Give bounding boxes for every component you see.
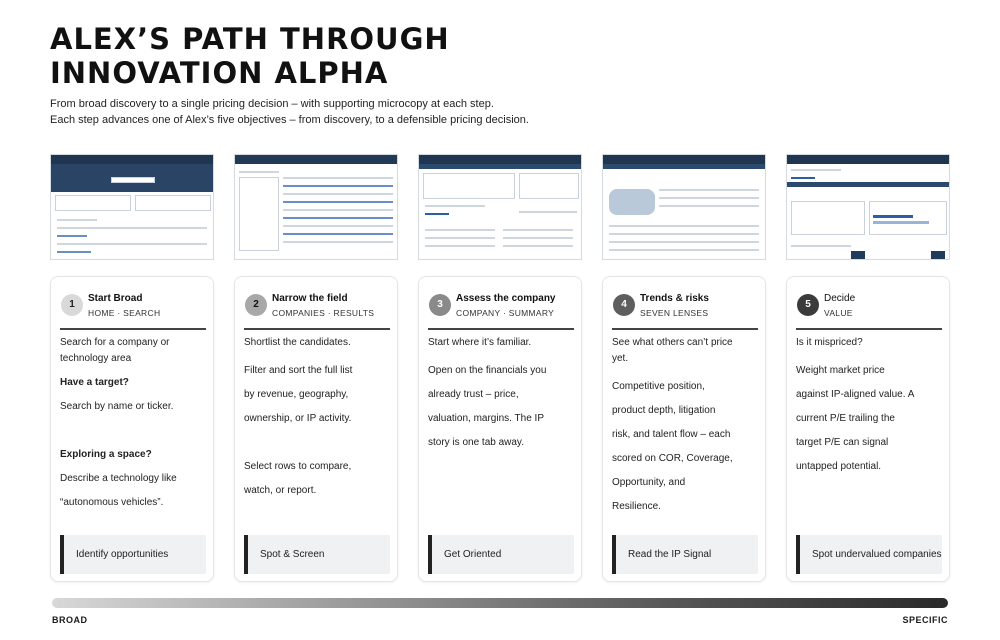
step-text: Opportunity, and <box>612 477 686 488</box>
title-line-1: ALEX’S PATH THROUGH <box>50 22 450 56</box>
step-text: yet. <box>612 353 629 364</box>
step-header <box>612 291 758 330</box>
objective-tag: Identify opportunities <box>60 535 206 574</box>
step-text: Exploring a space? <box>60 449 152 460</box>
step-text: risk, and talent flow – each <box>612 429 731 440</box>
step-subtitle: HOME · SEARCH <box>88 308 161 318</box>
step-card-narrow-field <box>234 276 398 582</box>
step-text: Is it mispriced? <box>796 337 863 348</box>
step-number-badge: 3 <box>429 294 451 316</box>
subtitle-line-2: Each step advances one of Alex’s five objectives – from discovery, to a defensible pricing decision. <box>50 114 529 126</box>
step-text: untapped potential. <box>796 461 882 472</box>
step-text: Have a target? <box>60 377 129 388</box>
step-subtitle: COMPANIES · RESULTS <box>272 308 375 318</box>
step-text: Open on the financials you <box>428 365 547 376</box>
screenshot-companies-results <box>234 154 398 260</box>
step-header <box>428 291 574 330</box>
step-title: Assess the company <box>456 293 556 304</box>
step-text: Select rows to compare, <box>244 461 352 472</box>
screenshot-strip <box>50 154 950 260</box>
step-text: Filter and sort the full list <box>244 365 353 376</box>
step-body <box>428 335 576 451</box>
step-header <box>244 291 390 330</box>
subtitle-line-1: From broad discovery to a single pricing decision – with supporting microcopy at each step. <box>50 98 494 110</box>
objective-tag: Read the IP Signal <box>612 535 758 574</box>
step-body <box>244 335 392 499</box>
step-title: Trends & risks <box>640 293 709 304</box>
screenshot-value <box>786 154 950 260</box>
step-text: Search by name or ticker. <box>60 401 174 412</box>
step-body <box>796 335 944 475</box>
step-subtitle: VALUE <box>824 308 853 318</box>
step-title: Decide <box>824 293 856 304</box>
step-text: Competitive position, <box>612 381 705 392</box>
specific-label: SPECIFIC <box>902 615 948 625</box>
screenshot-company-summary <box>418 154 582 260</box>
step-text: technology area <box>60 353 132 364</box>
step-text: Shortlist the candidates. <box>244 337 351 348</box>
objective-tag: Get Oriented <box>428 535 574 574</box>
step-title: Start Broad <box>88 293 143 304</box>
broad-label: BROAD <box>52 615 88 625</box>
step-card-start-broad <box>50 276 214 582</box>
step-text: Describe a technology like <box>60 473 177 484</box>
step-text: already trust – price, <box>428 389 519 400</box>
step-text: Start where it’s familiar. <box>428 337 532 348</box>
step-text: “autonomous vehicles”. <box>60 497 164 508</box>
step-number-badge: 1 <box>61 294 83 316</box>
step-text: Weight market price <box>796 365 885 376</box>
step-text: against IP-aligned value. A <box>796 389 915 400</box>
step-number-badge: 4 <box>613 294 635 316</box>
step-text: watch, or report. <box>244 485 317 496</box>
step-title: Narrow the field <box>272 293 348 304</box>
step-text: story is one tab away. <box>428 437 524 448</box>
step-subtitle: SEVEN LENSES <box>640 308 709 318</box>
step-header <box>796 291 942 330</box>
step-text: scored on COR, Coverage, <box>612 453 733 464</box>
page-title <box>50 22 450 90</box>
step-number-badge: 5 <box>797 294 819 316</box>
step-number-badge: 2 <box>245 294 267 316</box>
step-text: Resilience. <box>612 501 661 512</box>
step-text: See what others can’t price <box>612 337 733 348</box>
objective-tag: Spot undervalued companies <box>796 535 942 574</box>
screenshot-seven-lenses <box>602 154 766 260</box>
step-text: current P/E trailing the <box>796 413 895 424</box>
step-body <box>612 335 760 515</box>
step-header <box>60 291 206 330</box>
objective-tag: Spot & Screen <box>244 535 390 574</box>
screenshot-home-search <box>50 154 214 260</box>
title-line-2: INNOVATION ALPHA <box>50 56 389 90</box>
step-text: Search for a company or <box>60 337 170 348</box>
step-text: ownership, or IP activity. <box>244 413 352 424</box>
step-card-assess-company <box>418 276 582 582</box>
page-subtitle <box>50 96 529 128</box>
step-text: target P/E can signal <box>796 437 889 448</box>
step-card-trends-risks <box>602 276 766 582</box>
step-text: by revenue, geography, <box>244 389 349 400</box>
step-card-decide <box>786 276 950 582</box>
step-subtitle: COMPANY · SUMMARY <box>456 308 555 318</box>
step-body <box>60 335 208 511</box>
step-text: product depth, litigation <box>612 405 716 416</box>
step-text: valuation, margins. The IP <box>428 413 544 424</box>
broad-to-specific-gradient-bar <box>52 598 948 608</box>
